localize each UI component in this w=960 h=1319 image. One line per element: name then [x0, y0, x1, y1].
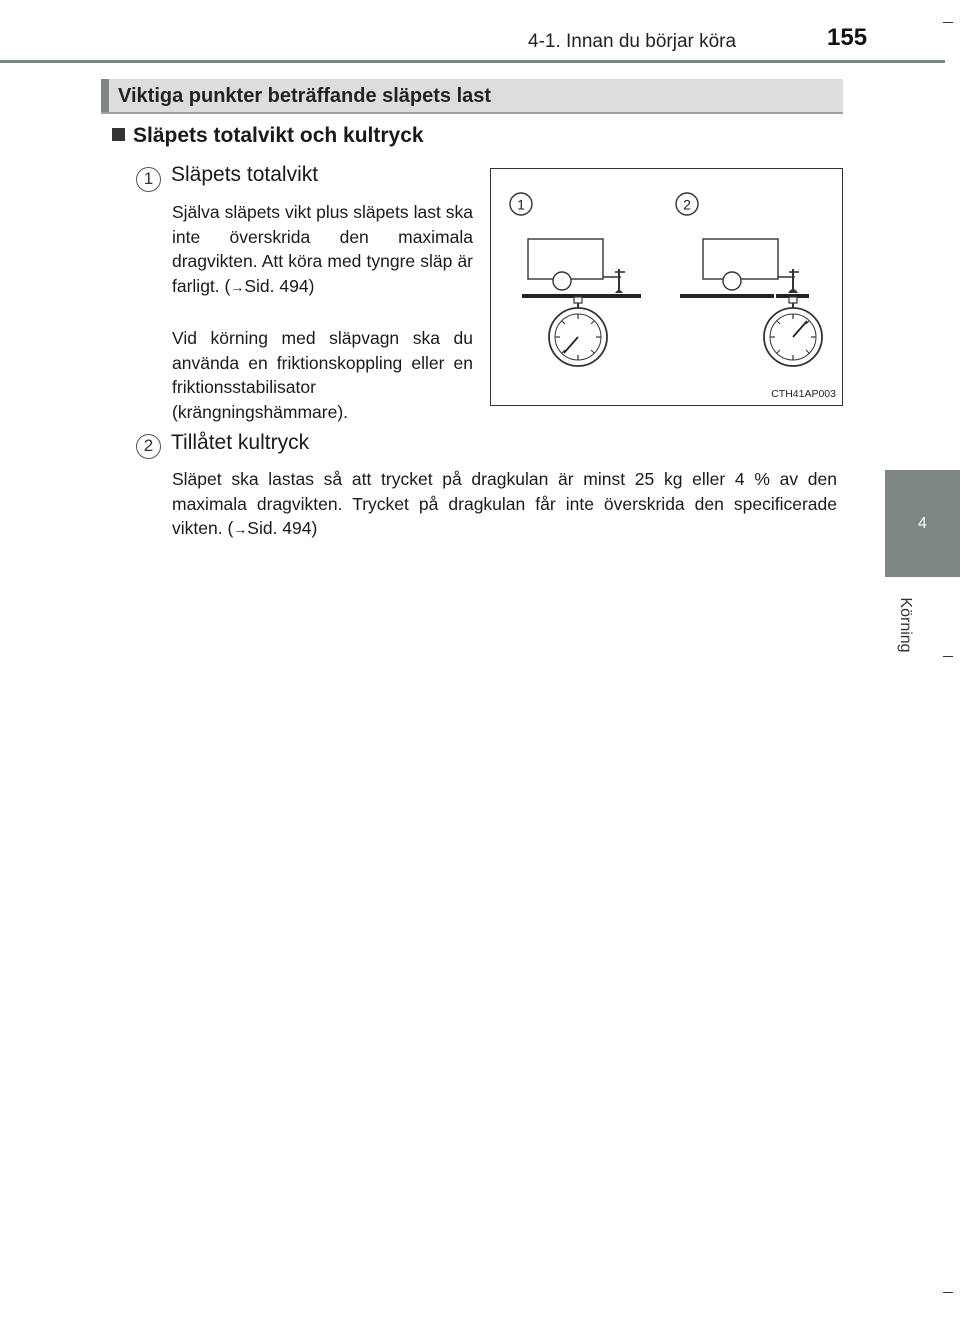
trailer-wheel	[723, 272, 741, 290]
crop-mark	[943, 1292, 953, 1293]
item-number-badge: 2	[136, 434, 161, 459]
figure-label-text: 1	[517, 196, 525, 213]
chapter-label-text: Körning	[897, 597, 914, 653]
subheading-text: Släpets totalvikt och kultryck	[133, 124, 424, 147]
section-title: Viktiga punkter beträffande släpets last	[118, 85, 492, 107]
chapter-number: 4	[918, 514, 927, 532]
weighing-scale-dial	[549, 308, 607, 366]
weighing-scale-dial	[764, 308, 822, 366]
figure-label-text: 2	[683, 196, 691, 213]
item-paragraph	[172, 200, 473, 299]
arrow-right-icon: →	[230, 278, 245, 295]
square-bullet-icon	[112, 128, 125, 141]
arrow-right-icon: →	[233, 521, 248, 537]
paragraph-text: Själva släpets vikt plus släpets last ska inte överskrida den maximala dragvikten. Att köra med tyngre släp är farligt. (	[172, 202, 473, 296]
header-section-title: 4-1. Innan du börjar köra	[528, 31, 737, 52]
crop-mark	[943, 22, 953, 23]
tongue-load-scene	[680, 239, 822, 366]
paragraph-text: Släpet ska lastas så att trycket på dragkulan är minst 25 kg eller 4 % av den maximala dragvikten. Trycket på dragkulan får inte överskrida den specificerade vikten. (	[172, 469, 837, 538]
page-number: 155	[827, 24, 868, 51]
section-title-bar	[101, 79, 843, 114]
item-number-badge: 1	[136, 167, 161, 192]
figure-label-1	[510, 193, 532, 215]
trailer-scale-illustration	[491, 169, 841, 404]
trailer-total-weight-scene	[522, 239, 641, 366]
header-rule	[0, 60, 945, 63]
page-reference[interactable]: Sid. 494)	[244, 275, 315, 296]
trailer-body	[703, 239, 778, 279]
item-title: Släpets totalvikt	[171, 163, 319, 186]
item-paragraph: Vid körning med släpvagn ska du använda en friktionskoppling eller en friktionsstabilisator (krängningshämmare).	[172, 328, 473, 422]
item-title: Tillåtet kultryck	[171, 431, 310, 454]
title-accent	[101, 79, 109, 112]
figure-code: CTH41AP003	[771, 388, 836, 400]
subheading	[112, 124, 424, 148]
item-paragraph	[172, 467, 837, 542]
figure-label-2	[676, 193, 698, 215]
trailer-wheel	[553, 272, 571, 290]
trailer-weight-figure	[490, 168, 843, 406]
chapter-tab	[885, 470, 960, 577]
page-reference[interactable]: Sid. 494)	[247, 518, 318, 538]
crop-mark	[943, 656, 953, 657]
